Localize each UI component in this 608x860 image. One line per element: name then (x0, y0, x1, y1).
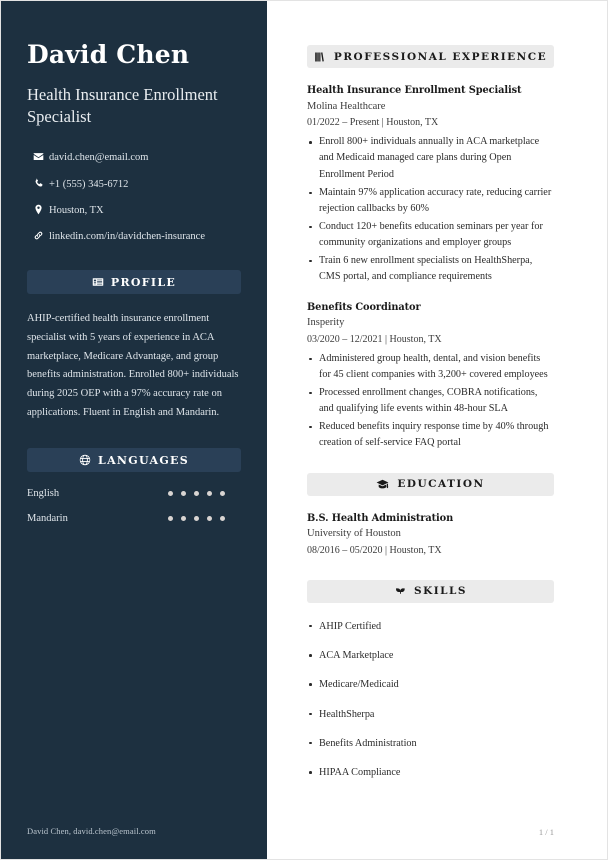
bullet-item: Enroll 800+ individuals annually in ACA marketplace and Medicaid managed care plans during Open Enrollment Period (307, 134, 554, 184)
section-header-skills (307, 580, 554, 603)
skills-list (307, 619, 554, 782)
sidebar (1, 1, 267, 859)
candidate-name: David Chen (27, 40, 190, 69)
id-card-icon (92, 276, 104, 288)
bullet-item: Administered group health, dental, and vision benefits for 45 client companies with 3,200+ covered employees (307, 351, 554, 384)
experience-meta: 03/2020 – 12/2021 | Houston, TX (307, 333, 442, 345)
section-education (307, 473, 554, 559)
section-header-experience-label: PROFESSIONAL EXPERIENCE (333, 50, 548, 63)
level-dot (220, 491, 225, 496)
skill-item: Medicare/Medicaid (307, 677, 554, 693)
candidate-job-title: Health Insurance Enrollment Specialist (27, 84, 218, 127)
level-dot (220, 516, 225, 521)
contact-phone-text: +1 (555) 345-6712 (49, 178, 129, 190)
section-header-profile (27, 270, 241, 294)
level-dot (168, 516, 173, 521)
profile-summary-text: AHIP-certified health insurance enrollment specialist with 5 years of experience in ACA marketplace, Medicare Advantage, and group benefits administration. Enrolled 800+ individuals during 2025 OEP with a 97% accuracy rate on applications. Fluent in English and Mandarin. (27, 313, 239, 418)
contact-location (27, 203, 241, 218)
globe-icon (79, 454, 91, 466)
bullet-item: Train 6 new enrollment specialists on HealthSherpa, CMS portal, and compliance requirements (307, 253, 554, 286)
skill-item: Benefits Administration (307, 736, 554, 752)
sidebar-footer: David Chen, david.chen@email.com (27, 826, 156, 836)
skill-item: AHIP Certified (307, 619, 554, 635)
language-name: English (27, 488, 60, 500)
experience-title: Health Insurance Enrollment Specialist (307, 85, 522, 96)
section-header-education-label: EDUCATION (397, 478, 485, 491)
bullet-item: Maintain 97% application accuracy rate, reducing carrier rejection callbacks by 60% (307, 185, 554, 218)
level-dot (194, 516, 199, 521)
language-item (27, 488, 241, 499)
map-pin-icon (27, 203, 49, 215)
education-school: University of Houston (307, 528, 401, 540)
section-header-profile-label: PROFILE (110, 275, 177, 289)
experience-org: Molina Healthcare (307, 100, 386, 112)
seedling-icon (394, 585, 406, 597)
phone-icon (27, 177, 49, 189)
contact-location-text: Houston, TX (49, 204, 104, 216)
main-content (267, 1, 607, 859)
experience-title: Benefits Coordinator (307, 301, 421, 313)
language-level-dots (168, 516, 241, 521)
skill-item: HealthSherpa (307, 707, 554, 723)
level-dot (168, 491, 173, 496)
level-dot (194, 491, 199, 496)
language-item (27, 513, 241, 524)
skill-item: ACA Marketplace (307, 648, 554, 664)
section-experience (307, 45, 554, 452)
section-header-skills-label: SKILLS (414, 585, 467, 598)
language-list (27, 488, 241, 524)
education-meta: 08/2016 – 05/2020 | Houston, TX (307, 544, 442, 556)
page-number: 1 / 1 (538, 827, 554, 837)
language-name: Mandarin (27, 513, 68, 525)
section-header-languages (27, 448, 241, 472)
graduation-cap-icon (376, 478, 389, 491)
link-icon (27, 229, 49, 241)
bullet-item: Conduct 120+ benefits education seminars per year for community organizations and employer groups (307, 219, 554, 252)
section-header-languages-label: LANGUAGES (98, 453, 189, 467)
experience-bullets (307, 351, 554, 452)
bullet-item: Processed enrollment changes, COBRA notifications, and qualifying life events within 48-hour SLA (307, 385, 554, 418)
section-header-experience (307, 45, 554, 68)
experience-org: Insperity (307, 317, 345, 329)
level-dot (207, 491, 212, 496)
contact-phone[interactable] (27, 177, 241, 192)
section-header-education (307, 473, 554, 496)
contact-linkedin[interactable] (27, 229, 241, 244)
experience-bullets (307, 134, 554, 286)
contact-list (27, 150, 241, 244)
language-level-dots (168, 491, 241, 496)
bullet-item: Reduced benefits inquiry response time by 40% through creation of self-service FAQ portal (307, 419, 554, 452)
level-dot (181, 491, 186, 496)
experience-entry (307, 301, 554, 452)
contact-linkedin-text: linkedin.com/in/davidchen-insurance (49, 230, 205, 242)
education-degree: B.S. Health Administration (307, 512, 454, 524)
level-dot (181, 516, 186, 521)
section-skills (307, 580, 554, 782)
experience-entry (307, 84, 554, 286)
archive-books-icon (314, 51, 326, 63)
skill-item: HIPAA Compliance (307, 765, 554, 781)
contact-email[interactable] (27, 150, 241, 165)
level-dot (207, 516, 212, 521)
contact-email-text: david.chen@email.com (49, 152, 149, 164)
education-entry (307, 512, 554, 559)
envelope-icon (27, 150, 49, 162)
experience-meta: 01/2022 – Present | Houston, TX (307, 116, 439, 128)
